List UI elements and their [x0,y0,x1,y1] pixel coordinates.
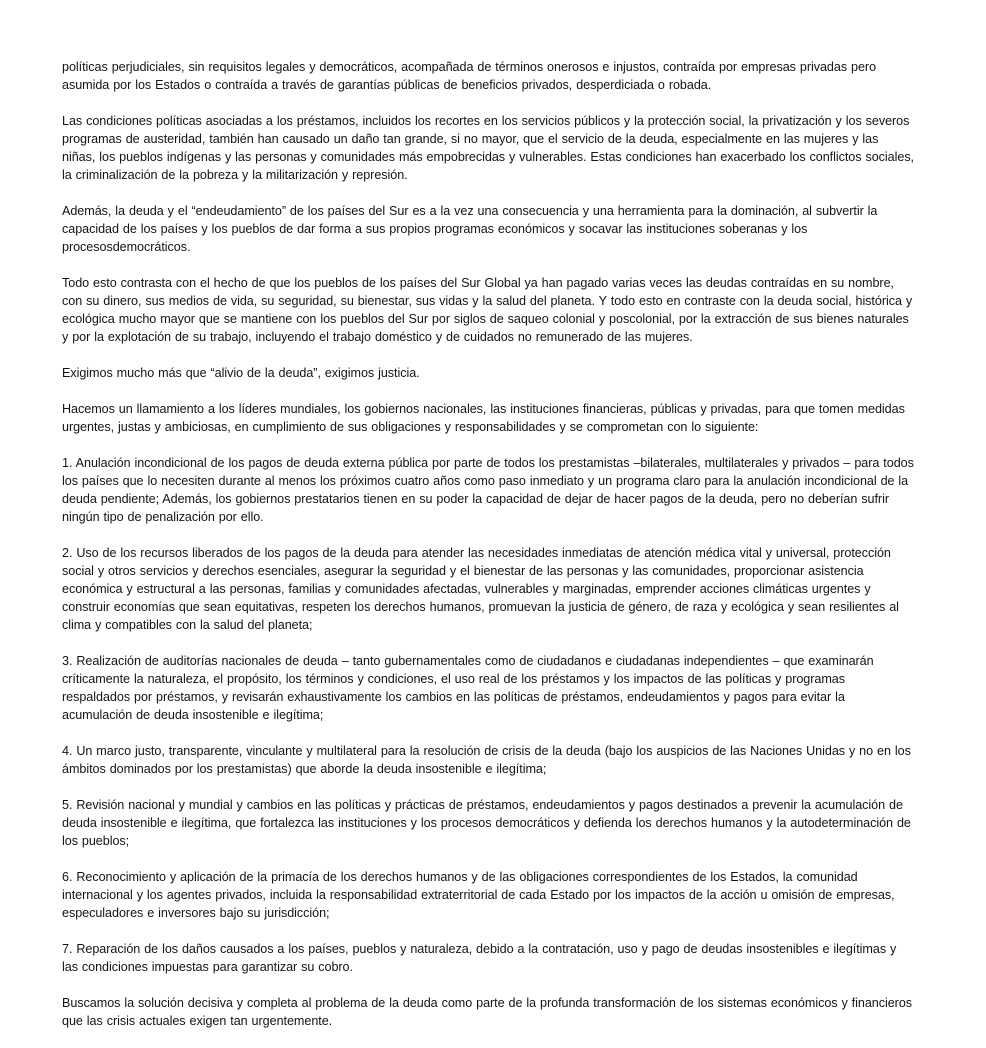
paragraph-justice-demand: Exigimos mucho más que “alivio de la deuda”, exigimos justicia. [62,366,420,380]
demand-item-3: 3. Realización de auditorías nacionales de deuda – tanto gubernamentales como de ciudadanos e ciudadanas independientes – que examinarán críticamente la naturaleza, el propósito, los términos y condiciones, el uso real de los préstamos y los impactos de las políticas y programas respaldados por préstamos, y revisarán exhaustivamente los cambios en las políticas de préstamos, endeudamientos y pagos para evitar la acumulación de deuda insostenible e ilegítima; [62,654,874,722]
demand-item-7: 7. Reparación de los daños causados a los países, pueblos y naturaleza, debido a la contratación, uso y pago de deudas insostenibles e ilegítimas y las condiciones impuestas para garantizar su cobro. [62,942,897,974]
document-page [62,58,914,1048]
demand-item-5: 5. Revisión nacional y mundial y cambios en las políticas y prácticas de préstamos, endeudamientos y pagos destinados a prevenir la acumulación de deuda insostenible e ilegítima, que fortalezca las instituciones y los procesos democráticos y defienda los derechos humanos y la autodeterminación de los pueblos; [62,798,911,848]
demand-item-6: 6. Reconocimiento y aplicación de la primacía de los derechos humanos y de las obligaciones correspondientes de los Estados, la comunidad internacional y los agentes privados, incluida la responsabilidad extraterritorial de cada Estado por los impactos de la acción u omisión de empresas, especuladores e inversores bajo su jurisdicción; [62,870,895,920]
demand-item-1: 1. Anulación incondicional de los pagos de deuda externa pública por parte de todos los prestamistas –bilaterales, multilaterales y privados – para todos los países que lo necesiten durante al menos los próximos cuatro años como paso inmediato y un programa claro para la anulación incondicional de la deuda pendiente; Además, los gobiernos prestatarios tienen en su poder la capacidad de dejar de hacer pagos de la deuda, pero no deberían sufrir ningún tipo de penalización por ello. [62,456,914,524]
paragraph-debt-definition: políticas perjudiciales, sin requisitos legales y democráticos, acompañada de términos onerosos e injustos, contraída por empresas privadas pero asumida por los Estados o contraída a través de garantías públicas de beneficios privados, desperdiciada o robada. [62,60,877,92]
paragraph-conclusion: Buscamos la solución decisiva y completa al problema de la deuda como parte de la profunda transformación de los sistemas económicos y financieros que las crisis actuales exigen tan urgentemente. [62,996,913,1028]
paragraph-loan-conditions: Las condiciones políticas asociadas a los préstamos, incluidos los recortes en los servicios públicos y la protección social, la privatización y los severos programas de austeridad, también han causado un daño tan grande, si no mayor, que el servicio de la deuda, especialmente en las mujeres y las niñas, los pueblos indígenas y las personas y comunidades más empobrecidas y vulnerables. Estas condiciones han exacerbado los conflictos sociales, la criminalización de la pobreza y la militarización y represión. [62,114,915,182]
paragraph-debt-domination: Además, la deuda y el “endeudamiento” de los países del Sur es a la vez una consecuencia y una herramienta para la dominación, al subvertir la capacidad de los países y los pueblos de dar forma a sus propios programas económicos y socavar las instituciones soberanas y los procesosdemocráticos. [62,204,878,254]
demand-item-2: 2. Uso de los recursos liberados de los pagos de la deuda para atender las necesidades inmediatas de atención médica vital y universal, protección social y otros servicios y derechos esenciales, asegurar la seguridad y el bienestar de las personas y las comunidades, proporcionar asistencia económica y estructural a las personas, familias y comunidades afectadas, vulnerables y marginadas, emprender acciones climáticas urgentes y construir economías que sean equitativas, respeten los derechos humanos, promuevan la justicia de género, de raza y ecológica y sean resilientes al clima y compatibles con la salud del planeta; [62,546,899,632]
demand-item-4: 4. Un marco justo, transparente, vinculante y multilateral para la resolución de crisis de la deuda (bajo los auspicios de las Naciones Unidas y no en los ámbitos dominados por los prestamistas) que aborde la deuda insostenible e ilegítima; [62,744,911,776]
paragraph-call-to-action: Hacemos un llamamiento a los líderes mundiales, los gobiernos nacionales, las instituciones financieras, públicas y privadas, para que tomen medidas urgentes, justas y ambiciosas, en cumplimiento de sus obligaciones y responsabilidades y se comprometan con lo siguiente: [62,402,905,434]
paragraph-global-south-contrast: Todo esto contrasta con el hecho de que los pueblos de los países del Sur Global ya han pagado varias veces las deudas contraídas en su nombre, con su dinero, sus medios de vida, su seguridad, su bienestar, sus vidas y la salud del planeta. Y todo esto en contraste con la deuda social, histórica y ecológica mucho mayor que se mantiene con los pueblos del Sur por siglos de saqueo colonial y poscolonial, por la extracción de sus bienes naturales y por la explotación de su trabajo, incluyendo el trabajo doméstico y de cuidados no remunerado de las mujeres. [62,276,913,344]
